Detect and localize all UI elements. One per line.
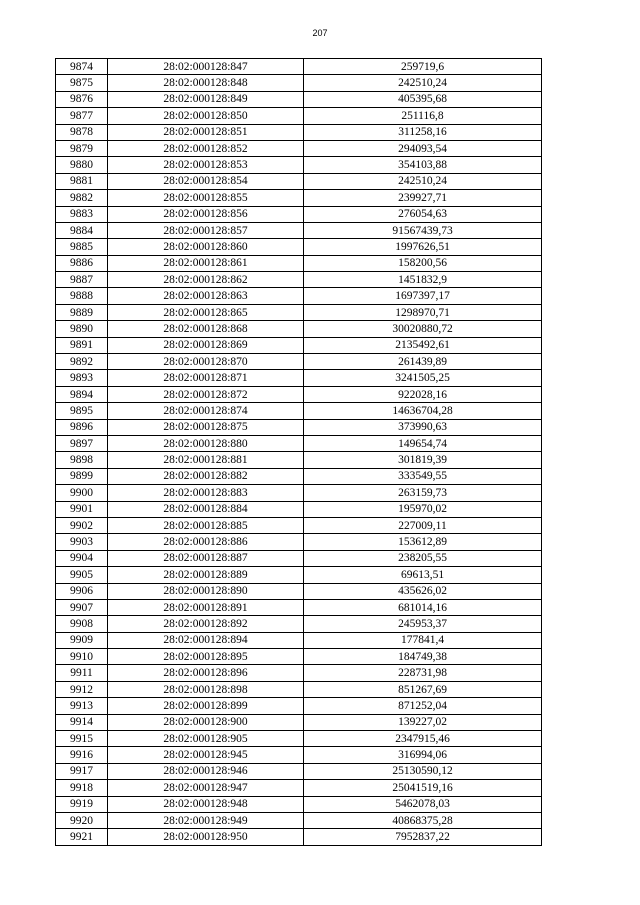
- table-row: [56, 812, 542, 828]
- row-number-cell: 9920: [56, 812, 108, 828]
- row-number-cell: 9902: [56, 517, 108, 533]
- cadastral-number-cell: 28:02:000128:948: [108, 796, 304, 812]
- table-row: [56, 419, 542, 435]
- cadastral-value-cell: 405395,68: [304, 91, 542, 107]
- row-number-cell: 9916: [56, 747, 108, 763]
- table-row: [56, 173, 542, 189]
- table-row: [56, 190, 542, 206]
- cadastral-value-cell: 245953,37: [304, 616, 542, 632]
- cadastral-number-cell: 28:02:000128:950: [108, 829, 304, 845]
- table-row: [56, 714, 542, 730]
- cadastral-number-cell: 28:02:000128:861: [108, 255, 304, 271]
- cadastral-value-cell: 228731,98: [304, 665, 542, 681]
- row-number-cell: 9914: [56, 714, 108, 730]
- cadastral-value-cell: 1298970,71: [304, 304, 542, 320]
- cadastral-number-cell: 28:02:000128:900: [108, 714, 304, 730]
- row-number-cell: 9917: [56, 763, 108, 779]
- row-number-cell: 9882: [56, 190, 108, 206]
- row-number-cell: 9876: [56, 91, 108, 107]
- table-row: [56, 780, 542, 796]
- cadastral-value-cell: 316994,06: [304, 747, 542, 763]
- cadastral-value-cell: 311258,16: [304, 124, 542, 140]
- table-row: [56, 747, 542, 763]
- cadastral-number-cell: 28:02:000128:871: [108, 370, 304, 386]
- row-number-cell: 9886: [56, 255, 108, 271]
- cadastral-number-cell: 28:02:000128:949: [108, 812, 304, 828]
- cadastral-number-cell: 28:02:000128:875: [108, 419, 304, 435]
- row-number-cell: 9883: [56, 206, 108, 222]
- cadastral-value-cell: 259719,6: [304, 59, 542, 75]
- cadastral-number-cell: 28:02:000128:889: [108, 567, 304, 583]
- cadastral-value-cell: 195970,02: [304, 501, 542, 517]
- row-number-cell: 9899: [56, 468, 108, 484]
- table-row: [56, 599, 542, 615]
- cadastral-number-cell: 28:02:000128:880: [108, 435, 304, 451]
- row-number-cell: 9894: [56, 386, 108, 402]
- cadastral-value-cell: 276054,63: [304, 206, 542, 222]
- table-row: [56, 403, 542, 419]
- row-number-cell: 9891: [56, 337, 108, 353]
- row-number-cell: 9910: [56, 649, 108, 665]
- cadastral-value-cell: 158200,56: [304, 255, 542, 271]
- cadastral-value-cell: 238205,55: [304, 550, 542, 566]
- cadastral-number-cell: 28:02:000128:881: [108, 452, 304, 468]
- cadastral-number-cell: 28:02:000128:946: [108, 763, 304, 779]
- table-row: [56, 665, 542, 681]
- cadastral-value-cell: 301819,39: [304, 452, 542, 468]
- cadastral-number-cell: 28:02:000128:862: [108, 272, 304, 288]
- cadastral-value-cell: 922028,16: [304, 386, 542, 402]
- cadastral-number-cell: 28:02:000128:863: [108, 288, 304, 304]
- cadastral-number-cell: 28:02:000128:855: [108, 190, 304, 206]
- cadastral-number-cell: 28:02:000128:884: [108, 501, 304, 517]
- cadastral-number-cell: 28:02:000128:853: [108, 157, 304, 173]
- cadastral-value-cell: 177841,4: [304, 632, 542, 648]
- row-number-cell: 9897: [56, 435, 108, 451]
- cadastral-number-cell: 28:02:000128:849: [108, 91, 304, 107]
- cadastral-value-cell: 30020880,72: [304, 321, 542, 337]
- cadastral-value-cell: 261439,89: [304, 354, 542, 370]
- cadastral-number-cell: 28:02:000128:856: [108, 206, 304, 222]
- table-row: [56, 681, 542, 697]
- row-number-cell: 9874: [56, 59, 108, 75]
- row-number-cell: 9905: [56, 567, 108, 583]
- cadastral-value-cell: 1997626,51: [304, 239, 542, 255]
- row-number-cell: 9881: [56, 173, 108, 189]
- table-row: [56, 796, 542, 812]
- row-number-cell: 9889: [56, 304, 108, 320]
- cadastral-number-cell: 28:02:000128:885: [108, 517, 304, 533]
- cadastral-number-cell: 28:02:000128:945: [108, 747, 304, 763]
- cadastral-number-cell: 28:02:000128:870: [108, 354, 304, 370]
- cadastral-number-cell: 28:02:000128:895: [108, 649, 304, 665]
- row-number-cell: 9908: [56, 616, 108, 632]
- row-number-cell: 9912: [56, 681, 108, 697]
- table-row: [56, 272, 542, 288]
- cadastral-value-cell: 227009,11: [304, 517, 542, 533]
- cadastral-number-cell: 28:02:000128:868: [108, 321, 304, 337]
- cadastral-value-cell: 251116,8: [304, 108, 542, 124]
- cadastral-number-cell: 28:02:000128:854: [108, 173, 304, 189]
- table-row: [56, 304, 542, 320]
- row-number-cell: 9900: [56, 485, 108, 501]
- row-number-cell: 9880: [56, 157, 108, 173]
- table-row: [56, 75, 542, 91]
- table-row: [56, 370, 542, 386]
- table-row: [56, 157, 542, 173]
- table-row: [56, 698, 542, 714]
- row-number-cell: 9901: [56, 501, 108, 517]
- table-row: [56, 534, 542, 550]
- cadastral-value-cell: 139227,02: [304, 714, 542, 730]
- row-number-cell: 9919: [56, 796, 108, 812]
- row-number-cell: 9898: [56, 452, 108, 468]
- row-number-cell: 9911: [56, 665, 108, 681]
- cadastral-value-cell: 435626,02: [304, 583, 542, 599]
- cadastral-number-cell: 28:02:000128:947: [108, 780, 304, 796]
- table-row: [56, 583, 542, 599]
- table-row: [56, 763, 542, 779]
- table-row: [56, 386, 542, 402]
- cadastral-value-cell: 263159,73: [304, 485, 542, 501]
- table-row: [56, 452, 542, 468]
- table-row: [56, 731, 542, 747]
- cadastral-value-cell: 153612,89: [304, 534, 542, 550]
- cadastral-value-cell: 25041519,16: [304, 780, 542, 796]
- cadastral-value-cell: 1697397,17: [304, 288, 542, 304]
- table-row: [56, 485, 542, 501]
- row-number-cell: 9877: [56, 108, 108, 124]
- cadastral-number-cell: 28:02:000128:860: [108, 239, 304, 255]
- cadastral-number-cell: 28:02:000128:874: [108, 403, 304, 419]
- row-number-cell: 9878: [56, 124, 108, 140]
- cadastral-number-cell: 28:02:000128:905: [108, 731, 304, 747]
- table-row: [56, 354, 542, 370]
- row-number-cell: 9906: [56, 583, 108, 599]
- cadastral-number-cell: 28:02:000128:886: [108, 534, 304, 550]
- table-row: [56, 321, 542, 337]
- row-number-cell: 9904: [56, 550, 108, 566]
- cadastral-number-cell: 28:02:000128:857: [108, 222, 304, 238]
- cadastral-value-cell: 242510,24: [304, 173, 542, 189]
- table-row: [56, 337, 542, 353]
- table-row: [56, 255, 542, 271]
- cadastral-value-cell: 14636704,28: [304, 403, 542, 419]
- cadastral-value-cell: 3241505,25: [304, 370, 542, 386]
- row-number-cell: 9892: [56, 354, 108, 370]
- cadastral-number-cell: 28:02:000128:852: [108, 140, 304, 156]
- row-number-cell: 9909: [56, 632, 108, 648]
- cadastral-value-cell: 851267,69: [304, 681, 542, 697]
- table-row: [56, 632, 542, 648]
- row-number-cell: 9893: [56, 370, 108, 386]
- cadastral-value-cell: 354103,88: [304, 157, 542, 173]
- cadastral-value-cell: 294093,54: [304, 140, 542, 156]
- cadastral-number-cell: 28:02:000128:882: [108, 468, 304, 484]
- cadastral-value-cell: 2135492,61: [304, 337, 542, 353]
- cadastral-number-cell: 28:02:000128:872: [108, 386, 304, 402]
- table-row: [56, 222, 542, 238]
- cadastral-value-cell: 184749,38: [304, 649, 542, 665]
- cadastral-value-cell: 149654,74: [304, 435, 542, 451]
- cadastral-number-cell: 28:02:000128:894: [108, 632, 304, 648]
- cadastral-value-cell: 7952837,22: [304, 829, 542, 845]
- table-row: [56, 829, 542, 845]
- table-row: [56, 616, 542, 632]
- row-number-cell: 9907: [56, 599, 108, 615]
- cadastral-number-cell: 28:02:000128:883: [108, 485, 304, 501]
- row-number-cell: 9915: [56, 731, 108, 747]
- row-number-cell: 9890: [56, 321, 108, 337]
- row-number-cell: 9887: [56, 272, 108, 288]
- row-number-cell: 9879: [56, 140, 108, 156]
- table-row: [56, 288, 542, 304]
- table-row: [56, 550, 542, 566]
- cadastral-number-cell: 28:02:000128:865: [108, 304, 304, 320]
- table-row: [56, 435, 542, 451]
- cadastral-value-cell: 1451832,9: [304, 272, 542, 288]
- cadastral-value-cell: 2347915,46: [304, 731, 542, 747]
- row-number-cell: 9921: [56, 829, 108, 845]
- row-number-cell: 9903: [56, 534, 108, 550]
- cadastral-number-cell: 28:02:000128:899: [108, 698, 304, 714]
- table-body: [56, 59, 542, 846]
- table-row: [56, 206, 542, 222]
- row-number-cell: 9896: [56, 419, 108, 435]
- table-row: [56, 567, 542, 583]
- cadastral-number-cell: 28:02:000128:898: [108, 681, 304, 697]
- table-row: [56, 124, 542, 140]
- cadastral-value-cell: 5462078,03: [304, 796, 542, 812]
- row-number-cell: 9895: [56, 403, 108, 419]
- row-number-cell: 9884: [56, 222, 108, 238]
- cadastral-value-cell: 25130590,12: [304, 763, 542, 779]
- row-number-cell: 9885: [56, 239, 108, 255]
- cadastral-value-cell: 373990,63: [304, 419, 542, 435]
- table-row: [56, 108, 542, 124]
- cadastral-number-cell: 28:02:000128:850: [108, 108, 304, 124]
- cadastral-value-cell: 239927,71: [304, 190, 542, 206]
- cadastral-value-cell: 871252,04: [304, 698, 542, 714]
- cadastral-number-cell: 28:02:000128:891: [108, 599, 304, 615]
- cadastral-value-table: [55, 58, 542, 846]
- table-row: [56, 649, 542, 665]
- cadastral-number-cell: 28:02:000128:851: [108, 124, 304, 140]
- table-row: [56, 501, 542, 517]
- table-row: [56, 468, 542, 484]
- cadastral-value-cell: 69613,51: [304, 567, 542, 583]
- row-number-cell: 9888: [56, 288, 108, 304]
- cadastral-number-cell: 28:02:000128:847: [108, 59, 304, 75]
- cadastral-number-cell: 28:02:000128:869: [108, 337, 304, 353]
- row-number-cell: 9918: [56, 780, 108, 796]
- cadastral-value-cell: 681014,16: [304, 599, 542, 615]
- cadastral-number-cell: 28:02:000128:887: [108, 550, 304, 566]
- row-number-cell: 9913: [56, 698, 108, 714]
- table-row: [56, 517, 542, 533]
- page-number: 207: [312, 28, 328, 38]
- cadastral-number-cell: 28:02:000128:848: [108, 75, 304, 91]
- table-row: [56, 140, 542, 156]
- cadastral-number-cell: 28:02:000128:890: [108, 583, 304, 599]
- table-row: [56, 239, 542, 255]
- cadastral-value-cell: 40868375,28: [304, 812, 542, 828]
- cadastral-value-cell: 91567439,73: [304, 222, 542, 238]
- cadastral-value-cell: 333549,55: [304, 468, 542, 484]
- table-row: [56, 59, 542, 75]
- cadastral-number-cell: 28:02:000128:892: [108, 616, 304, 632]
- cadastral-number-cell: 28:02:000128:896: [108, 665, 304, 681]
- row-number-cell: 9875: [56, 75, 108, 91]
- table-row: [56, 91, 542, 107]
- cadastral-value-cell: 242510,24: [304, 75, 542, 91]
